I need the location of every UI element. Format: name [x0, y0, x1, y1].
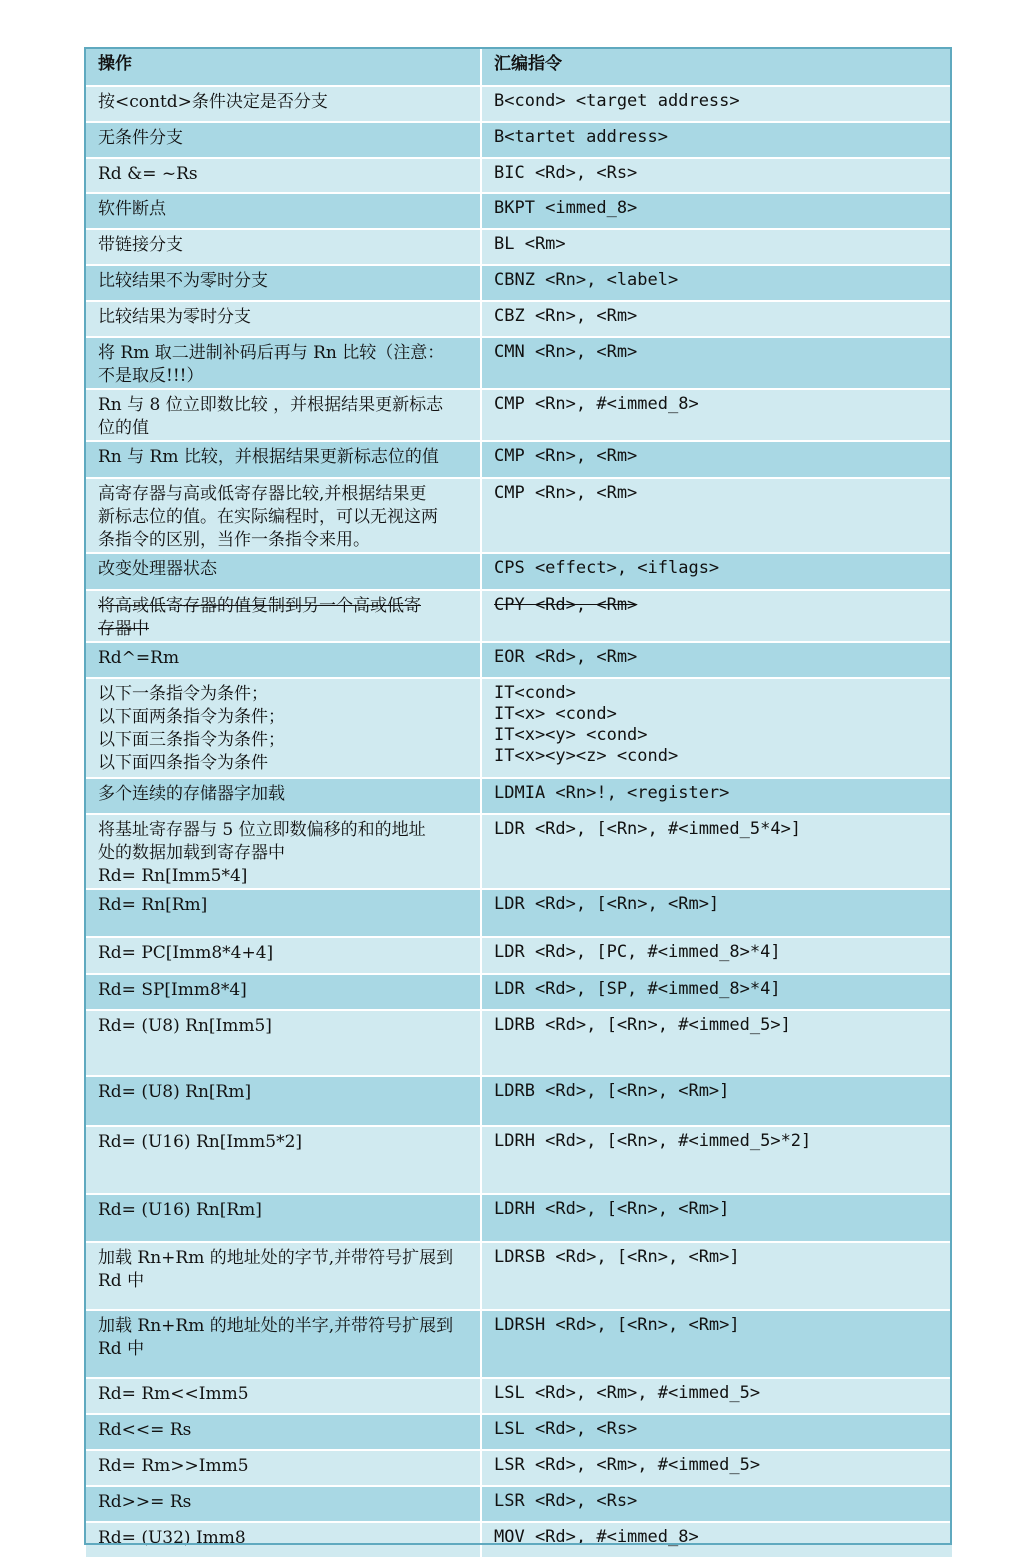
table-row	[85, 1378, 953, 1414]
operation-cell: Rd= (U32) Imm8	[85, 1522, 481, 1558]
table-row	[85, 1450, 953, 1486]
table-row	[85, 265, 953, 301]
assembly-cell: B<tartet address>	[481, 122, 953, 158]
table-row	[85, 1310, 953, 1378]
table-row	[85, 778, 953, 814]
operation-cell: Rd= (U8) Rn[Rm]	[85, 1076, 481, 1126]
table-row	[85, 1486, 953, 1522]
operation-cell: Rd= (U16) Rn[Rm]	[85, 1194, 481, 1242]
operation-cell: Rd^=Rm	[85, 642, 481, 678]
operation-cell: 加载 Rn+Rm 的地址处的字节,并带符号扩展到 Rd 中	[85, 1242, 481, 1310]
assembly-cell: LSL <Rd>, <Rm>, #<immed_5>	[481, 1378, 953, 1414]
assembly-cell: LDMIA <Rn>!, <register>	[481, 778, 953, 814]
table-row	[85, 1126, 953, 1194]
table-row	[85, 1076, 953, 1126]
table-row	[85, 158, 953, 193]
operation-cell: Rn 与 Rm 比较，并根据结果更新标志位的值	[85, 441, 481, 478]
table-row	[85, 590, 953, 642]
assembly-cell: CBZ <Rn>, <Rm>	[481, 301, 953, 337]
assembly-cell: BL <Rm>	[481, 229, 953, 265]
table-row	[85, 974, 953, 1010]
assembly-cell: LSL <Rd>, <Rs>	[481, 1414, 953, 1450]
assembly-cell: LDRB <Rd>, [<Rn>, #<immed_5>]	[481, 1010, 953, 1076]
assembly-cell: MOV <Rd>, #<immed_8>	[481, 1522, 953, 1558]
table-row	[85, 1522, 953, 1558]
assembly-cell: CMP <Rn>, #<immed_8>	[481, 389, 953, 441]
table-row	[85, 553, 953, 590]
table-row	[85, 1010, 953, 1076]
table-row	[85, 441, 953, 478]
operation-cell: 高寄存器与高或低寄存器比较,并根据结果更 新标志位的值。在实际编程时，可以无视这两 条指令的区别，当作一条指令来用。	[85, 478, 481, 553]
operation-cell: Rd= SP[Imm8*4]	[85, 974, 481, 1010]
operation-cell: Rn 与 8 位立即数比较 ，并根据结果更新标志 位的值	[85, 389, 481, 441]
table-row	[85, 937, 953, 974]
table-row	[85, 478, 953, 553]
assembly-cell: LDRB <Rd>, [<Rn>, <Rm>]	[481, 1076, 953, 1126]
operation-cell-deprecated: 将高或低寄存器的值复制到另一个高或低寄 存器中	[85, 590, 481, 642]
operation-cell: Rd= (U8) Rn[Imm5]	[85, 1010, 481, 1076]
assembly-cell: CMP <Rn>, <Rm>	[481, 441, 953, 478]
assembly-cell: LDRH <Rd>, [<Rn>, <Rm>]	[481, 1194, 953, 1242]
operation-cell: Rd= Rm>>Imm5	[85, 1450, 481, 1486]
operation-cell: 以下一条指令为条件； 以下面两条指令为条件； 以下面三条指令为条件； 以下面四条指令为条件	[85, 678, 481, 778]
operation-cell: Rd= PC[Imm8*4+4]	[85, 937, 481, 974]
table-row	[85, 229, 953, 265]
table-row	[85, 1414, 953, 1450]
operation-cell: Rd= Rm<<Imm5	[85, 1378, 481, 1414]
table-row	[85, 889, 953, 937]
assembly-cell: IT<cond> IT<x> <cond> IT<x><y> <cond> IT<x><y><z> <cond>	[481, 678, 953, 778]
table-header-row	[85, 48, 953, 86]
assembly-cell: CBNZ <Rn>, <label>	[481, 265, 953, 301]
operation-cell: 按<contd>条件决定是否分支	[85, 86, 481, 122]
operation-cell: 比较结果为零时分支	[85, 301, 481, 337]
table-row	[85, 193, 953, 229]
operation-cell: 软件断点	[85, 193, 481, 229]
operation-cell: 无条件分支	[85, 122, 481, 158]
table-row	[85, 337, 953, 389]
table-row	[85, 301, 953, 337]
assembly-cell: BKPT <immed_8>	[481, 193, 953, 229]
operation-cell: Rd>>= Rs	[85, 1486, 481, 1522]
assembly-cell: BIC <Rd>, <Rs>	[481, 158, 953, 193]
assembly-cell: LSR <Rd>, <Rs>	[481, 1486, 953, 1522]
table-row	[85, 678, 953, 778]
assembly-cell: CMN <Rn>, <Rm>	[481, 337, 953, 389]
header-assembly: 汇编指令	[481, 48, 953, 86]
assembly-cell-deprecated: CPY <Rd>, <Rm>	[481, 590, 953, 642]
table-row	[85, 1194, 953, 1242]
table-row	[85, 86, 953, 122]
assembly-cell: CMP <Rn>, <Rm>	[481, 478, 953, 553]
table-row	[85, 642, 953, 678]
assembly-cell: LDR <Rd>, [<Rn>, <Rm>]	[481, 889, 953, 937]
operation-cell: Rd= Rn[Rm]	[85, 889, 481, 937]
operation-cell: 改变处理器状态	[85, 553, 481, 590]
assembly-cell: B<cond> <target address>	[481, 86, 953, 122]
operation-cell: 比较结果不为零时分支	[85, 265, 481, 301]
operation-cell: 将 Rm 取二进制补码后再与 Rn 比较（注意： 不是取反!!!）	[85, 337, 481, 389]
assembly-cell: EOR <Rd>, <Rm>	[481, 642, 953, 678]
assembly-cell: CPS <effect>, <iflags>	[481, 553, 953, 590]
table-row	[85, 389, 953, 441]
operation-cell: Rd &= ~Rs	[85, 158, 481, 193]
table-row	[85, 1242, 953, 1310]
assembly-cell: LDRSH <Rd>, [<Rn>, <Rm>]	[481, 1310, 953, 1378]
assembly-cell: LSR <Rd>, <Rm>, #<immed_5>	[481, 1450, 953, 1486]
operation-cell: Rd<<= Rs	[85, 1414, 481, 1450]
table-row	[85, 814, 953, 889]
assembly-cell: LDR <Rd>, [PC, #<immed_8>*4]	[481, 937, 953, 974]
operation-cell: 将基址寄存器与 5 位立即数偏移的和的地址 处的数据加载到寄存器中 Rd= Rn[Imm5*4]	[85, 814, 481, 889]
assembly-cell: LDRSB <Rd>, [<Rn>, <Rm>]	[481, 1242, 953, 1310]
operation-cell: 加载 Rn+Rm 的地址处的半字,并带符号扩展到 Rd 中	[85, 1310, 481, 1378]
assembly-cell: LDR <Rd>, [<Rn>, #<immed_5*4>]	[481, 814, 953, 889]
operation-cell: 带链接分支	[85, 229, 481, 265]
table-row	[85, 122, 953, 158]
assembly-cell: LDRH <Rd>, [<Rn>, #<immed_5>*2]	[481, 1126, 953, 1194]
header-operation: 操作	[85, 48, 481, 86]
assembly-cell: LDR <Rd>, [SP, #<immed_8>*4]	[481, 974, 953, 1010]
operation-cell: 多个连续的存储器字加载	[85, 778, 481, 814]
operation-cell: Rd= (U16) Rn[Imm5*2]	[85, 1126, 481, 1194]
instruction-table	[84, 47, 954, 1559]
